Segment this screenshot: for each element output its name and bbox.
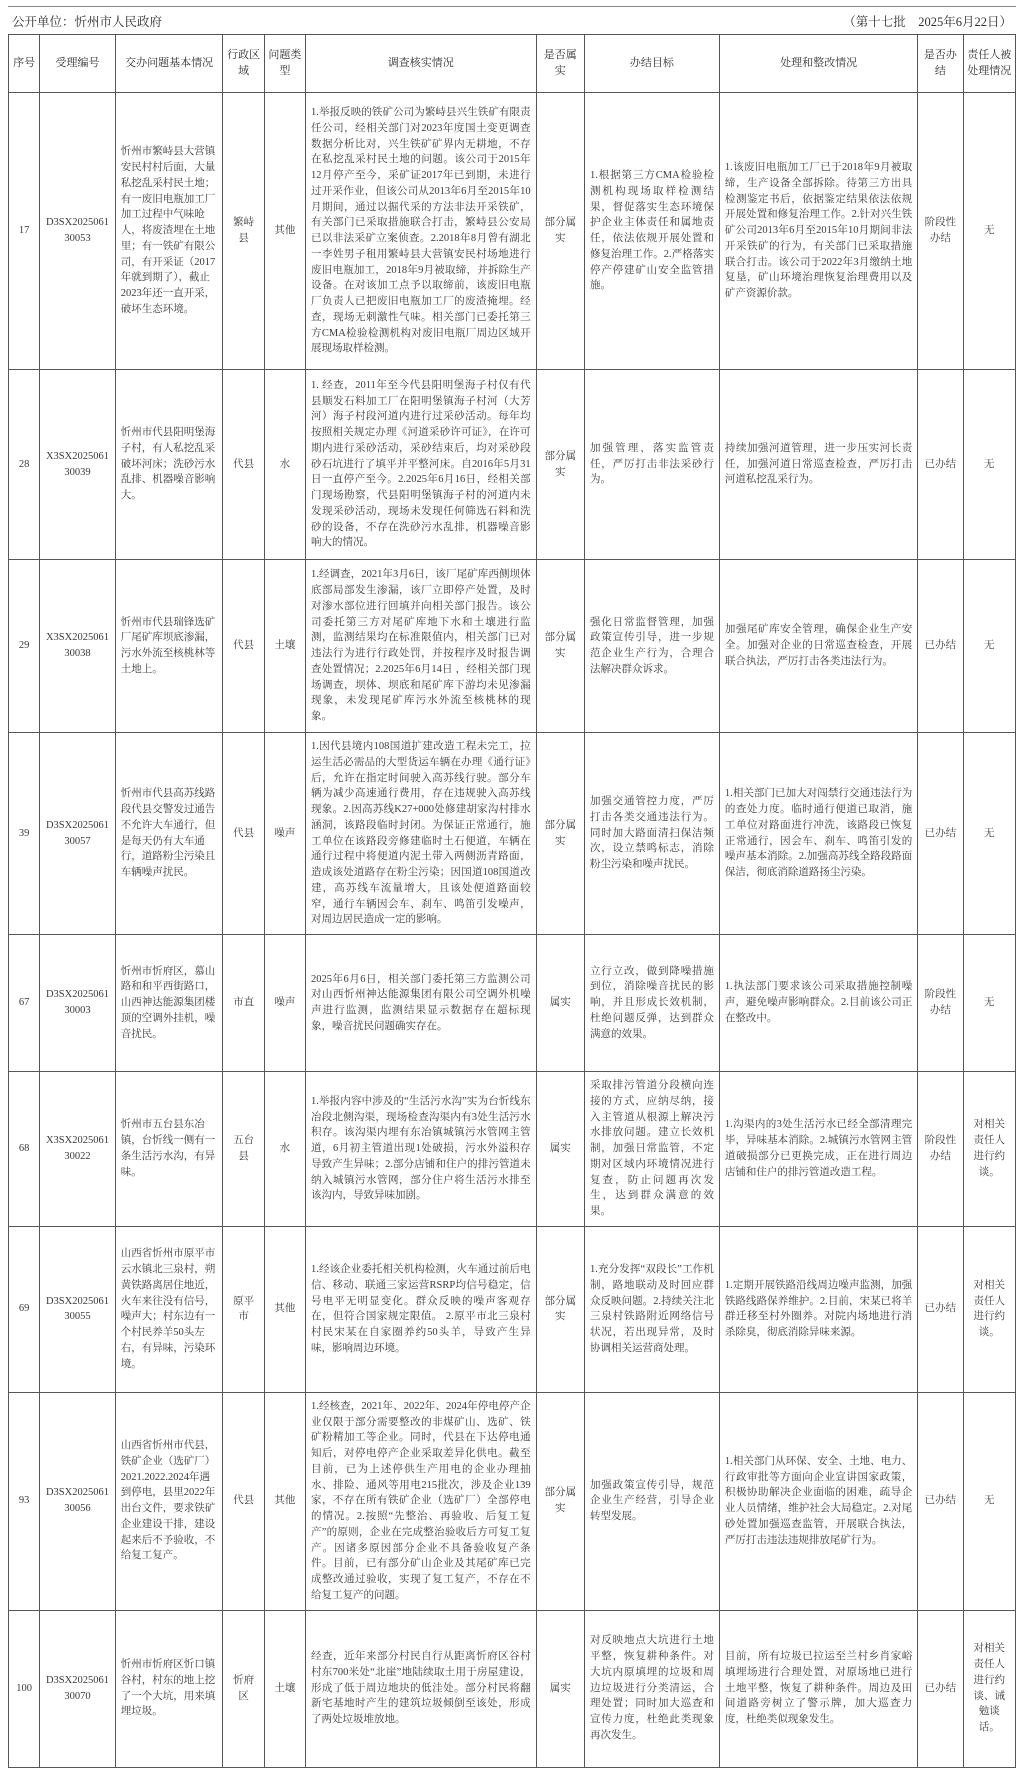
cell-goal: 加强管理，落实监管责任，严厉打击非法采砂行为。: [584, 370, 719, 560]
cell-investigation: 1.经核查，2021年、2022年、2024年停电停产企业仅限于部分需要整改的非煤矿山、选矿、铁矿粉精加工等企业。同时，代县在下达停电通知后，对停电停产企业采取差异化供电。截至目前，已为上述停供生产用电的企业办理抽水、排险、通风等用电215批次，涉及企业139家，不存在所有铁矿企业（选矿厂）全部停电的情况。2.按照“先整治、再验收、后复工复产”的原则，企业在完成整治验收后方可复工复产。因诸多原因部分企业不具备验收复产条件。目前，已有部分矿山企业及其尾矿库已完成整改通过验收，实现了复工复产，不存在不给复工复产的问题。: [306, 1392, 537, 1610]
table-row: [9, 1610, 1016, 1767]
cell-region: 代县: [223, 370, 264, 560]
cell-problem: 忻州市忻府区忻口镇谷村，村东的地上挖了一个大坑，用来填埋垃圾。: [115, 1610, 223, 1767]
column-header-accountability: 责任人被处理情况: [963, 35, 1015, 93]
cell-investigation: 1. 经查，2011年至今代县阳明堡海子村仅有代县顺发石料加工厂在阳明堡镇海子村河（大芳河）海子村段河道内进行过采砂活动。每年均按照相关规定办理《河道采砂许可证》，在许可期内进行采砂活动，采砂结束后，均对采砂段砂石坑进行了填平并平整河床。自2016年5月31日一直停产至今。2.2025年6月16日，经相关部门现场勘察，代县阳明堡镇海子村的河道内未发现采砂活动，现场未发现任何筛选石料和洗砂的设备，不存在洗砂污水乱排，机器噪音影响大的情况。: [306, 370, 537, 560]
column-header-status: 是否办结: [918, 35, 963, 93]
cell-goal: 强化日常监督管理，加强政策宣传引导，进一步规范企业生产行为，合理合法解决群众诉求。: [584, 560, 719, 733]
cell-seq: 67: [9, 935, 40, 1072]
cell-acceptance-id: D3SX202506130053: [40, 93, 116, 370]
cell-acceptance-id: D3SX202506130056: [40, 1392, 116, 1610]
cell-handling: 1.执法部门要求该公司采取措施控制噪声，避免噪声影响群众。2.目前该公司正在整改中。: [719, 935, 917, 1072]
cell-goal: 加强政策宣传引导，规范企业生产经营，引导企业转型发展。: [584, 1392, 719, 1610]
cell-seq: 28: [9, 370, 40, 560]
cell-accountability: 对相关责任人进行约谈。: [963, 1226, 1015, 1392]
table-row: [9, 1072, 1016, 1227]
cell-problem: 忻州市代县瑞锋选矿厂尾矿库坝底渗漏，污水外流至核桃林等土地上。: [115, 560, 223, 733]
cell-verified: 属实: [536, 1072, 584, 1227]
cell-region: 市直: [223, 935, 264, 1072]
cell-accountability: 无: [963, 733, 1015, 935]
cell-type: 水: [264, 1072, 305, 1227]
cell-handling: 1.相关部门从环保、安全、土地、电力、行政审批等方面向企业宣讲国家政策，积极协助解决企业面临的困难，疏导企业人员情绪，维护社会大局稳定。2.对尾砂处置加强巡查监管，开展联合执法，严厉打击违法违规排放尾矿行为。: [719, 1392, 917, 1610]
cell-handling: 1.沟渠内的3处生活污水已经全部清理完毕，异味基本消除。2.城镇污水管网主管道破损部分已更换完成，正在进行周边店铺和住户的排污管道改造工程。: [719, 1072, 917, 1227]
cell-accountability: 无: [963, 935, 1015, 1072]
cell-goal: 采取排污管道分段横向连接的方式，应纳尽纳，接入主管道从根源上解决污水排放问题。建立长效机制，加强日常监管，不定期对区域内环境情况进行复查，防止问题再次发生，达到群众满意的效果。: [584, 1072, 719, 1227]
cell-acceptance-id: X3SX202506130039: [40, 370, 116, 560]
cell-region: 忻府区: [223, 1610, 264, 1767]
header-row: [9, 35, 1016, 93]
cell-verified: 属实: [536, 1610, 584, 1767]
batch-label: （第十七批 2025年6月22日）: [843, 15, 1012, 29]
cell-problem: 忻州市五台县东冶镇，台忻线一侧有一条生活污水沟，有异味。: [115, 1072, 223, 1227]
cell-seq: 68: [9, 1072, 40, 1227]
cell-seq: 39: [9, 733, 40, 935]
cell-type: 噪声: [264, 733, 305, 935]
cell-accountability: 无: [963, 560, 1015, 733]
cell-type: 其他: [264, 1226, 305, 1392]
table-row: [9, 733, 1016, 935]
column-header-investigation: 调查核实情况: [306, 35, 537, 93]
column-header-goal: 办结目标: [584, 35, 719, 93]
cell-status: 已办结: [918, 560, 963, 733]
cell-goal: 对反映地点大坑进行土地平整，恢复耕种条件。对大坑内原填埋的垃圾和周边垃圾进行分类清运，合理处置；同时加大巡查和宣传力度，杜绝此类现象再次发生。: [584, 1610, 719, 1767]
disclosure-sheet: [8, 6, 1016, 1768]
cell-acceptance-id: D3SX202506130055: [40, 1226, 116, 1392]
cell-handling: 加强尾矿库安全管理，确保企业生产安全。加强对企业的日常巡查检查，开展联合执法，严厉打击各类违法行为。: [719, 560, 917, 733]
table-row: [9, 93, 1016, 370]
cell-investigation: 1.因代县境内108国道扩建改造工程未完工，拉运生活必需品的大型货运车辆在办理《通行证》后，允许在指定时间驶入高苏线行驶。部分车辆为减少高速通行费用，存在违规驶入高苏线现象。2.因高苏线K27+000处修建胡家沟村排水涵洞，该路段临时封闭。为保证正常通行，施工单位在该路段旁修建临时土石便道，车辆在通行过程中将便道内泥土带入两侧沥青路面，造成该处道路存在粉尘污染；因国道108国道改建，高苏线车流量增大，且该处便道路面较窄，通行车辆因会车、刹车、鸣笛引发噪声，对周边居民造成一定的影响。: [306, 733, 537, 935]
cell-verified: 部分属实: [536, 370, 584, 560]
cell-goal: 1.根据第三方CMA检验检测机构现场取样检测结果，督促落实生态环境保护企业主体责任和属地责任，依法依规开展处置和修复治理工作。2.严格落实停产停建矿山安全监管措施。: [584, 93, 719, 370]
cell-region: 原平市: [223, 1226, 264, 1392]
table-row: [9, 370, 1016, 560]
table-row: [9, 935, 1016, 1072]
cell-region: 代县: [223, 1392, 264, 1610]
cell-handling: 1.相关部门已加大对闯禁行交通违法行为的查处力度。临时通行便道已取消，施工单位对路面进行冲洗，该路段已恢复正常通行，因会车、刹车、鸣笛引发的噪声基本消除。2.加强高苏线全路段路面保洁，彻底消除道路扬尘污染。: [719, 733, 917, 935]
cell-investigation: 1.经该企业委托相关机构检测，火车通过前后电信、移动、联通三家运营RSRP均信号稳定，信号电平无明显变化。群众反映的噪声客观存在，但符合国家规定限值。 2.原平市北三泉村村民宋某在自家圈养约50头羊，导致产生异味，影响周边环境。: [306, 1226, 537, 1392]
cell-investigation: 经查，近年来部分村民自行从距离忻府区谷村村东700米处“北崖”地陆续取土用于房屋建设，形成了低于周边地块的低洼处。部分村民将翻新宅基地时产生的建筑垃圾倾倒至该处，形成了两处垃圾堆放地。: [306, 1610, 537, 1767]
cell-problem: 忻州市繁峙县大营镇安民村村后面，大量私挖乱采村民土地；有一废旧电瓶加工厂加工过程中气味呛人，将废渣埋在土地里；有一铁矿有限公司，有开采证（2017年就到期了），截止2023年还一直开采，破坏生态环境。: [115, 93, 223, 370]
cell-accountability: 无: [963, 370, 1015, 560]
cell-verified: 部分属实: [536, 93, 584, 370]
table-row: [9, 560, 1016, 733]
cell-verified: 部分属实: [536, 1226, 584, 1392]
cell-verified: 部分属实: [536, 733, 584, 935]
table-row: [9, 1226, 1016, 1392]
column-header-type: 问题类型: [264, 35, 305, 93]
cell-accountability: 无: [963, 1392, 1015, 1610]
cell-acceptance-id: D3SX202506130057: [40, 733, 116, 935]
cell-accountability: 无: [963, 93, 1015, 370]
cell-seq: 100: [9, 1610, 40, 1767]
cell-type: 其他: [264, 1392, 305, 1610]
cell-problem: 忻州市代县高苏线路段代县交警发过通告不允许大车通行，但是每天仍有大车通行，道路粉尘污染且车辆噪声扰民。: [115, 733, 223, 935]
cell-seq: 17: [9, 93, 40, 370]
table-row: [9, 1392, 1016, 1610]
cell-status: 已办结: [918, 370, 963, 560]
cell-acceptance-id: X3SX202506130022: [40, 1072, 116, 1227]
cell-accountability: 对相关责任人进行约谈、诫勉谈话。: [963, 1610, 1015, 1767]
cell-problem: 山西省忻州市代县，铁矿企业（选矿厂）2021.2022.2024年遇到停电，县里2022年出台文件，要求铁矿企业建设干排，建设起来后不予验收，不给复工复产。: [115, 1392, 223, 1610]
cell-type: 土壤: [264, 560, 305, 733]
cell-seq: 29: [9, 560, 40, 733]
cell-verified: 部分属实: [536, 560, 584, 733]
cell-seq: 69: [9, 1226, 40, 1392]
cell-type: 其他: [264, 93, 305, 370]
cell-problem: 忻州市忻府区，慕山路和和平西街路口，山西神达能源集团楼顶的空调外挂机，噪音扰民。: [115, 935, 223, 1072]
cell-status: 已办结: [918, 1610, 963, 1767]
cell-investigation: 1.举报反映的铁矿公司为繁峙县兴生铁矿有限责任公司，经相关部门对2023年度国土变更调查数据分析比对，兴生铁矿矿界内无耕地，不存在私挖乱采村民土地的问题。该公司于2015年12月停产至今，采矿证2017年已到期，未进行过开采作业，但该公司从2013年6月至2015年10月期间，通过以掘代采的方法非法开采铁矿，有关部门已采取措施联合打击，繁峙县公安局已以非法采矿立案侦查。2.2018年8月曾有湖北一李姓男子租用繁峙县大营镇安民村场地进行废旧电瓶加工，2018年9月被取缔，并拆除生产设备。在对该加工点予以取缔前，该废旧电瓶厂负责人已把废旧电瓶加工厂的废渣掩埋。经查，现场无刺激性气味。相关部门已委托第三方CMA检验检测机构对废旧电瓶厂周边区域开展现场取样检测。: [306, 93, 537, 370]
column-header-problem: 交办问题基本情况: [115, 35, 223, 93]
cell-region: 代县: [223, 733, 264, 935]
cell-region: 代县: [223, 560, 264, 733]
cell-accountability: 对相关责任人进行约谈。: [963, 1072, 1015, 1227]
cell-type: 土壤: [264, 1610, 305, 1767]
complaint-table: [8, 34, 1016, 1768]
column-header-seq: 序号: [9, 35, 40, 93]
cell-handling: 目前，所有垃圾已拉运至兰村乡肖家峪填埋场进行合理处置，对原场地已进行土地平整，恢复了耕种条件。周边及田间道路旁树立了警示牌，加大巡查力度，杜绝类似现象发生。: [719, 1610, 917, 1767]
cell-investigation: 1.经调查，2021年3月6日，该厂尾矿库西侧坝体底部局部发生渗漏，该厂立即停产处置，及时对渗水部位进行回填并向相关部门报告。该公司委托第三方对尾矿库地下水和土壤进行监测，监测结果均在标准限值内，相关部门已对违法行为进行行政处罚，并按程序及时报告调查处置情况；2.2025年6月14日 ，经相关部门现场调查，坝体、坝底和尾矿库下游均未见渗漏现象，未发现尾矿库污水外流至核桃林的现象。: [306, 560, 537, 733]
cell-type: 噪声: [264, 935, 305, 1072]
cell-type: 水: [264, 370, 305, 560]
cell-status: 已办结: [918, 733, 963, 935]
cell-investigation: 1.举报内容中涉及的“生活污水沟”实为台忻线东冶段北侧沟渠，现场检查沟渠内有3处生活污水积存。该沟渠内埋有东冶镇城镇污水管网主管道，6月初主管道出现1处破损，污水外溢积存导致产生异味；2.部分店铺和住户的排污管道未纳入城镇污水管网，部分住户将生活污水排至该沟内，导致异味加剧。: [306, 1072, 537, 1227]
cell-acceptance-id: D3SX202506130070: [40, 1610, 116, 1767]
cell-verified: 属实: [536, 935, 584, 1072]
cell-problem: 忻州市代县阳明堡海子村，有人私挖乱采破坏河床；洗砂污水乱排、机器噪音影响大。: [115, 370, 223, 560]
cell-goal: 加强交通管控力度，严厉打击各类交通违法行为。同时加大路面清扫保洁频次，设立禁鸣标志，消除粉尘污染和噪声扰民。: [584, 733, 719, 935]
column-header-acceptance-id: 受理编号: [40, 35, 116, 93]
cell-status: 阶段性办结: [918, 1072, 963, 1227]
publisher-label: 公开单位：忻州市人民政府: [12, 15, 163, 29]
cell-verified: 部分属实: [536, 1392, 584, 1610]
cell-status: 阶段性办结: [918, 93, 963, 370]
cell-region: 五台县: [223, 1072, 264, 1227]
cell-status: 已办结: [918, 1392, 963, 1610]
cell-goal: 1.充分发挥“双段长”工作机制，路地联动及时回应群众反映问题。2.持续关注北三泉村铁路附近网络信号状况，若出现异常，及时协调相关运营商处理。: [584, 1226, 719, 1392]
cell-acceptance-id: D3SX202506130003: [40, 935, 116, 1072]
cell-goal: 立行立改，做到降噪措施到位，消除噪音扰民的影响，并且形成长效机制，杜绝问题反弹，达到群众满意的效果。: [584, 935, 719, 1072]
cell-region: 繁峙县: [223, 93, 264, 370]
cell-handling: 持续加强河道管理，进一步压实河长责任，加强河道日常巡查检查，严厉打击河道私挖乱采行为。: [719, 370, 917, 560]
column-header-handling: 处理和整改情况: [719, 35, 917, 93]
cell-status: 已办结: [918, 1226, 963, 1392]
cell-problem: 山西省忻州市原平市云水镇北三泉村，朔黄铁路离居住地近，火车来往没有信号，噪声大；村东边有一个村民养羊50头左右，有异味，污染环境。: [115, 1226, 223, 1392]
column-header-verified: 是否属实: [536, 35, 584, 93]
cell-seq: 93: [9, 1392, 40, 1610]
table-body: [9, 93, 1016, 1768]
cell-handling: 1.定期开展铁路沿线周边噪声监测，加强铁路线路保养维护。2.目前，宋某已将羊群迁移至村外圈养。对院内场地进行消杀除臭，彻底消除异味来源。: [719, 1226, 917, 1392]
cell-acceptance-id: X3SX202506130038: [40, 560, 116, 733]
title-bar: [8, 7, 1016, 34]
column-header-region: 行政区域: [223, 35, 264, 93]
cell-status: 阶段性办结: [918, 935, 963, 1072]
cell-handling: 1.该废旧电瓶加工厂已于2018年9月被取缔，生产设备全部拆除。待第三方出具检测鉴定书后，依据鉴定结果依法依规开展处置和修复治理工作。2.针对兴生铁矿公司2013年6月至2015年10月期间非法开采铁矿的行为，有关部门已采取措施联合打击。该公司于2022年3月缴纳土地复垦，矿山环境治理恢复治理费用以及矿产资源价款。: [719, 93, 917, 370]
cell-investigation: 2025年6月6日，相关部门委托第三方监测公司对山西忻州神达能源集团有限公司空调外机噪声进行监测，监测结果显示数据存在超标现象，噪音扰民问题确实存在。: [306, 935, 537, 1072]
